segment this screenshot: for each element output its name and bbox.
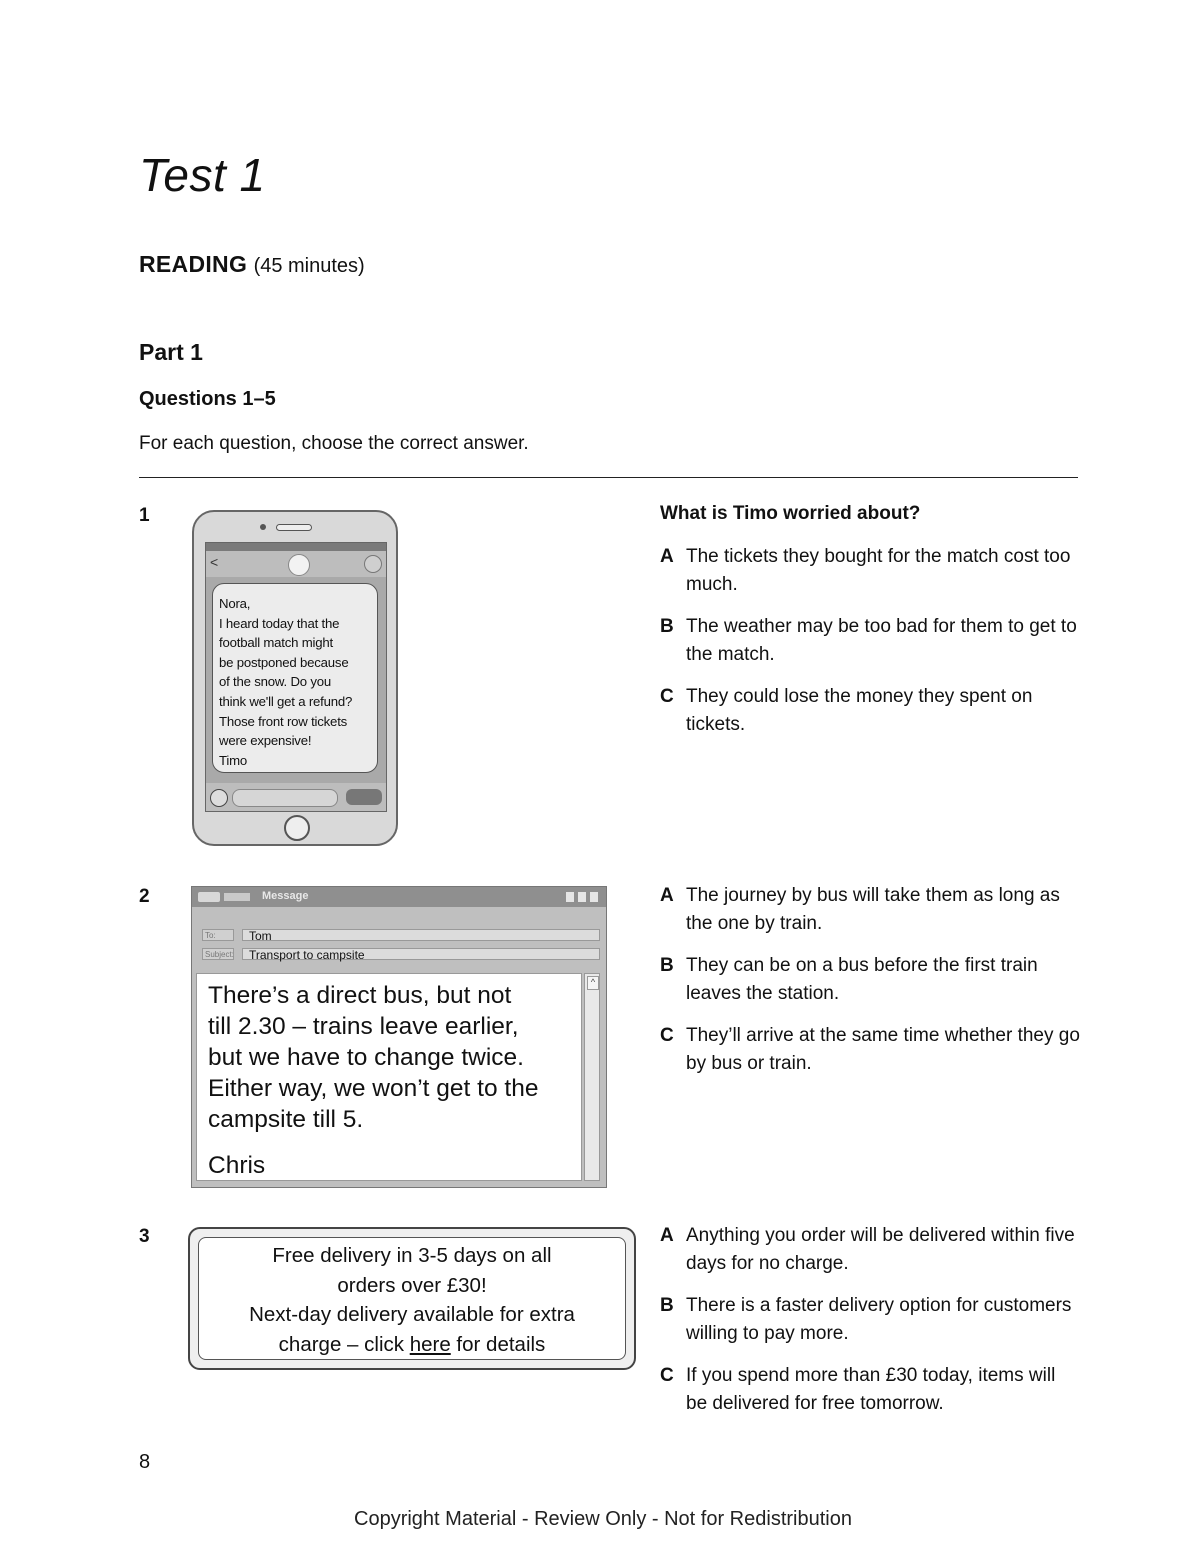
window-controls-icon [566,892,600,902]
answer-option-b[interactable] [660,952,1080,1008]
to-field: Tom [242,929,600,941]
option-text: The journey by bus will take them as long as the one by train. [686,885,1060,934]
copyright-notice: Copyright Material - Review Only - Not for Redistribution [354,1508,852,1530]
notice-line: Free delivery in 3-5 days on all [272,1244,552,1267]
subject-label: Subject: [202,948,234,960]
info-icon [364,555,382,573]
text-message-bubble [212,583,378,773]
option-letter: B [660,616,674,637]
message-line: football match might [219,635,334,651]
option-letter: C [660,1365,674,1386]
home-button-icon [284,815,310,841]
option-text: There is a faster delivery option for customers willing to pay more. [686,1295,1072,1344]
message-input-bar [206,783,386,811]
email-title-bar [192,887,606,907]
message-line: Nora, [219,596,251,611]
email-subject-row [200,948,602,962]
answer-options [660,543,1080,753]
answer-option-a[interactable] [660,882,1080,938]
message-line: Those front row tickets [219,713,348,729]
questions-range: Questions 1–5 [139,388,276,410]
message-line: I heard today that the [219,615,340,631]
chat-header [206,551,386,577]
answer-option-b[interactable] [660,1292,1080,1348]
back-icon: < [210,554,219,570]
question-number: 2 [139,886,150,907]
option-letter: A [660,1225,674,1246]
subject-field: Transport to campsite [242,948,600,960]
answer-option-c[interactable] [660,1362,1080,1418]
email-to-row [200,929,602,943]
option-text: They can be on a bus before the first train leaves the station. [686,955,1038,1004]
page-title: Test 1 [139,149,266,201]
question-number: 3 [139,1226,150,1247]
window-title: Message [262,890,309,902]
here-link[interactable]: here [409,1332,451,1356]
scroll-up-icon: ^ [587,976,599,990]
message-field [232,789,338,807]
phone-screen [205,542,387,812]
notice-line: Next-day delivery available for extra [249,1303,575,1326]
notice-text-before-link: charge – click [278,1332,410,1356]
answer-options [660,882,1080,1092]
message-line: be postponed because [219,654,349,670]
section-duration: (45 minutes) [253,255,365,277]
email-signature: Chris [208,1152,266,1179]
email-line: but we have to change twice. [208,1044,524,1071]
email-line: There’s a direct bus, but not [208,982,512,1009]
message-line: Timo [219,752,248,768]
avatar-icon [288,554,310,576]
message-line: think we'll get a refund? [219,693,353,709]
option-letter: B [660,1295,674,1316]
camera-icon [210,789,228,807]
send-button [346,789,382,805]
notice-text [198,1237,626,1360]
question-prompt: What is Timo worried about? [660,503,921,524]
question-number: 1 [139,505,150,526]
option-letter: A [660,885,674,906]
part-heading: Part 1 [139,339,203,365]
answer-option-c[interactable] [660,683,1080,739]
option-text: If you spend more than £30 today, items will be delivered for free tomorrow. [686,1365,1056,1414]
scrollbar [584,973,600,1181]
phone-camera [260,524,266,530]
answer-option-b[interactable] [660,613,1080,669]
option-text: The tickets they bought for the match cost too much. [686,546,1071,595]
section-name: READING [139,251,248,277]
divider [139,477,1078,478]
message-line: were expensive! [219,733,312,749]
option-letter: C [660,1025,674,1046]
option-text: They’ll arrive at the same time whether they go by bus or train. [686,1025,1080,1074]
answer-option-a[interactable] [660,1222,1080,1278]
email-body [196,973,582,1181]
notice-line [199,1330,625,1360]
phone-illustration [192,510,398,846]
answer-options [660,1222,1080,1432]
email-line: campsite till 5. [208,1106,364,1133]
website-notice [188,1227,636,1370]
section-heading [139,251,365,278]
email-illustration [191,886,607,1188]
answer-option-a[interactable] [660,543,1080,599]
option-text: The weather may be too bad for them to get to the match. [686,616,1077,665]
option-text: Anything you order will be delivered within five days for no charge. [686,1225,1075,1274]
mail-icon [198,892,220,902]
status-bar [206,543,386,551]
option-letter: B [660,955,674,976]
answer-option-c[interactable] [660,1022,1080,1078]
notice-line: orders over £30! [337,1273,487,1297]
option-text: They could lose the money they spent on tickets. [686,686,1033,735]
phone-speaker [276,524,312,531]
to-label: To: [202,929,234,941]
option-letter: C [660,686,674,707]
notice-text-after-link: for details [450,1332,546,1356]
email-line: Either way, we won’t get to the [208,1075,539,1102]
message-line: of the snow. Do you [219,674,332,690]
option-letter: A [660,546,674,567]
page-number: 8 [139,1451,151,1473]
arrow-icon [224,893,250,901]
email-line: till 2.30 – trains leave earlier, [208,1013,519,1040]
instruction-text: For each question, choose the correct answer. [139,433,529,454]
